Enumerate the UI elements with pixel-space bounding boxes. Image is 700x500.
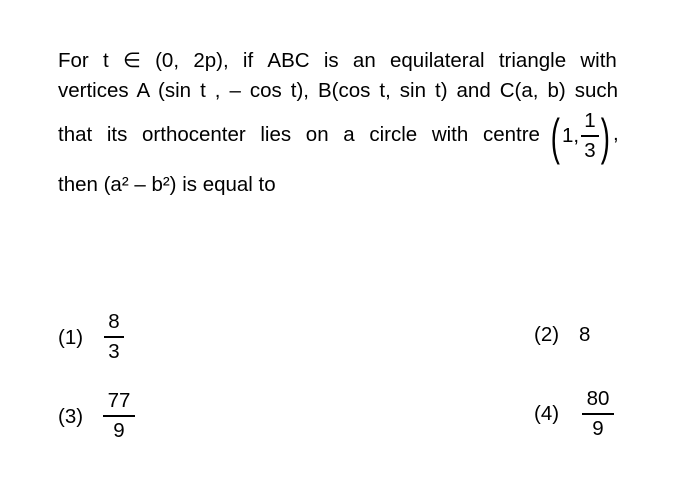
centre-x: 1,	[562, 124, 580, 147]
option-4-fraction	[582, 387, 614, 441]
word: ∈	[122, 49, 141, 72]
option-3-denominator: 9	[113, 418, 125, 442]
question-line-2: vertices A (sin t , – cos t), B(cos t, sin t) and C(a, b) such	[58, 79, 618, 102]
option-1-denominator: 3	[108, 339, 120, 363]
option-4-numerator: 80	[586, 387, 610, 410]
word: with	[431, 123, 469, 146]
right-paren: )	[600, 109, 610, 165]
word: For	[58, 49, 89, 72]
word: equilateral	[390, 49, 485, 72]
word: t	[103, 49, 109, 72]
word: on	[305, 123, 329, 146]
option-1-numerator: 8	[108, 310, 120, 333]
question-line-3	[58, 123, 540, 147]
option-4-denominator: 9	[592, 416, 604, 440]
option-1-fraction	[104, 310, 124, 364]
word: if	[242, 49, 254, 72]
left-paren: (	[550, 109, 560, 165]
fraction-bar	[103, 415, 135, 417]
option-2-label: (2)	[534, 323, 560, 346]
option-3-fraction	[103, 389, 135, 443]
question-line-4: then (a² – b²) is equal to	[58, 173, 276, 196]
centre-y-fraction	[581, 109, 599, 163]
word: circle	[369, 123, 418, 146]
centre-y-numerator: 1	[584, 109, 596, 132]
question-line-1	[58, 49, 617, 73]
word: ABC	[267, 49, 310, 72]
option-1-label: (1)	[58, 326, 84, 349]
option-3-numerator: 77	[107, 389, 131, 412]
word: lies	[260, 123, 292, 146]
word: centre	[482, 123, 540, 146]
word: an	[352, 49, 376, 72]
word: orthocenter	[142, 123, 246, 146]
word: triangle	[498, 49, 567, 72]
fraction-bar	[582, 413, 614, 415]
fraction-bar	[581, 135, 599, 137]
word: its	[106, 123, 128, 146]
option-2-value: 8	[579, 323, 591, 346]
fraction-bar	[104, 336, 124, 338]
word: that	[58, 123, 93, 146]
word: with	[580, 49, 617, 72]
word: (0,	[155, 49, 180, 72]
word: a	[343, 123, 355, 146]
word: is	[323, 49, 339, 72]
option-3-label: (3)	[58, 405, 84, 428]
option-4-label: (4)	[534, 402, 560, 425]
centre-y-denominator: 3	[584, 138, 596, 162]
centre-coordinates	[547, 108, 617, 166]
trailing-comma: ,	[613, 122, 619, 145]
word: 2p),	[193, 49, 229, 72]
